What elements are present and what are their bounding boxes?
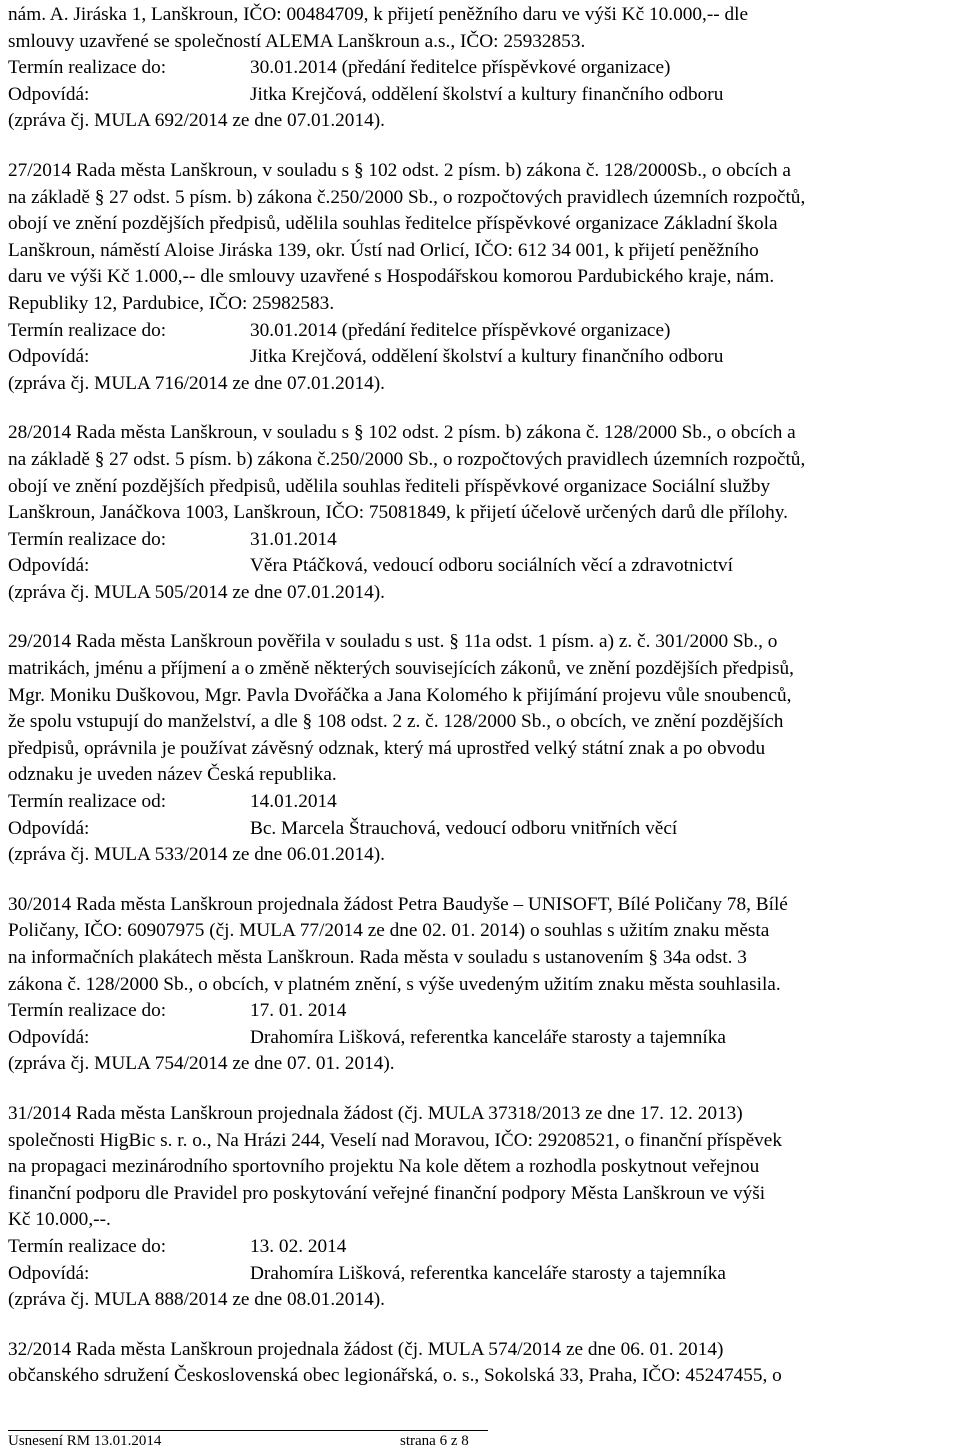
detail-line [8, 1261, 954, 1288]
text-line: na informačních plakátech města Lanškroun. Rada města v souladu s ustanovením § 34a odst. 3 [8, 947, 747, 968]
detail-value: Jitka Krejčová, oddělení školství a kultury finančního odboru [250, 83, 724, 105]
detail-label: Odpovídá: [8, 817, 90, 839]
text-line: 29/2014 Rada města Lanškroun pověřila v souladu s ust. § 11a odst. 1 písm. a) z. č. 301/2000 Sb., o [8, 631, 778, 653]
text-line: 27/2014 Rada města Lanškroun, v souladu s § 102 odst. 2 písm. b) zákona č. 128/2000Sb., o obcích a [8, 159, 791, 181]
text-line: obojí ve znění pozdějších předpisů, udělila souhlas řediteli příspěvkové organizace Sociální služby [8, 475, 771, 497]
text-line: obojí ve znění pozdějších předpisů, udělila souhlas ředitelce příspěvkové organizace Základní škola [8, 213, 778, 235]
text-line: daru ve výši Kč 1.000,-- dle smlouvy uzavřené s Hospodářskou komorou Pardubického kraje, nám. [8, 266, 775, 288]
detail-line [8, 318, 954, 345]
detail-line [8, 344, 954, 371]
detail-line [8, 998, 954, 1025]
text-line: nám. A. Jiráska 1, Lanškroun, IČO: 00484709, k přijetí peněžního daru ve výši Kč 10.000,-- dle [8, 4, 749, 25]
detail-label: Termín realizace do: [8, 1235, 167, 1257]
text-line: (zpráva čj. MULA 888/2014 ze dne 08.01.2014). [8, 1289, 385, 1311]
text-line: (zpráva čj. MULA 505/2014 ze dne 07.01.2014). [8, 581, 385, 603]
detail-line [8, 1234, 954, 1261]
page-footer [8, 1430, 488, 1451]
text-line: zákona č. 128/2000 Sb., o obcích, v platném znění, s výše uvedeným užitím znaku města souhlasila. [8, 973, 781, 995]
paragraph-gap [8, 135, 954, 158]
text-line: (zpráva čj. MULA 692/2014 ze dne 07.01.2014). [8, 110, 385, 132]
detail-value: Jitka Krejčová, oddělení školství a kultury finančního odboru [250, 346, 724, 368]
detail-value: 31.01.2014 [250, 528, 337, 550]
detail-line [8, 82, 954, 109]
text-line: smlouvy uzavřené se společností ALEMA Lanškroun a.s., IČO: 25932853. [8, 30, 586, 52]
text-line: Lanškroun, náměstí Aloise Jiráska 139, okr. Ústí nad Orlicí, IČO: 612 34 001, k přijetí peněžního [8, 239, 759, 261]
text-line: předpisů, oprávnila je používat závěsný odznak, který má uprostřed velký státní znak a po obvodu [8, 737, 766, 759]
paragraph-gap [8, 1078, 954, 1101]
text-line: (zpráva čj. MULA 533/2014 ze dne 06.01.2014). [8, 844, 385, 866]
detail-value: 13. 02. 2014 [250, 1235, 347, 1257]
detail-line [8, 553, 954, 580]
detail-label: Odpovídá: [8, 1026, 90, 1048]
detail-value: Věra Ptáčková, vedoucí odboru sociálních věcí a zdravotnictví [250, 555, 733, 577]
detail-value: 30.01.2014 (předání ředitelce příspěvkové organizace) [250, 57, 671, 79]
text-line: Lanškroun, Janáčkova 1003, Lanškroun, IČO: 75081849, k přijetí účelově určených darů dle přílohy. [8, 502, 788, 524]
text-line: že spolu vstupují do manželství, a dle § 108 odst. 2 z. č. 128/2000 Sb., o obcích, ve znění pozdějších [8, 711, 784, 733]
paragraph-gap [8, 397, 954, 420]
text-line: Republiky 12, Pardubice, IČO: 25982583. [8, 292, 335, 314]
text-line: Mgr. Moniku Duškovou, Mgr. Pavla Dvořáčka a Jana Kolomého k přijímání projevu vůle snoubenců, [8, 684, 792, 706]
text-line: odznaku je uveden název Česká republika. [8, 764, 337, 786]
detail-label: Odpovídá: [8, 83, 90, 105]
paragraph-gap [8, 606, 954, 629]
text-line: 30/2014 Rada města Lanškroun projednala žádost Petra Baudyše – UNISOFT, Bílé Poličany 78, Bílé [8, 893, 788, 915]
detail-line [8, 55, 954, 82]
detail-label: Odpovídá: [8, 1262, 90, 1284]
detail-value: Bc. Marcela Štrauchová, vedoucí odboru vnitřních věcí [250, 817, 678, 839]
text-line: občanského sdružení Československá obec legionářská, o. s., Sokolská 33, Praha, IČO: 45247455, o [8, 1365, 782, 1387]
detail-value: 14.01.2014 [250, 791, 337, 813]
paragraph-gap [8, 869, 954, 892]
detail-line [8, 789, 954, 816]
detail-value: Drahomíra Lišková, referentka kanceláře starosty a tajemníka [250, 1026, 726, 1048]
detail-label: Termín realizace od: [8, 791, 167, 813]
detail-label: Termín realizace do: [8, 319, 167, 341]
detail-line [8, 527, 954, 554]
text-line: na propagaci mezinárodního sportovního projektu Na kole dětem a rozhodla poskytnout veřejnou [8, 1156, 760, 1178]
detail-label: Odpovídá: [8, 346, 90, 368]
text-line: na základě § 27 odst. 5 písm. b) zákona č.250/2000 Sb., o rozpočtových pravidlech územních rozpočtů, [8, 186, 806, 208]
text-line: na základě § 27 odst. 5 písm. b) zákona č.250/2000 Sb., o rozpočtových pravidlech územních rozpočtů, [8, 448, 806, 470]
text-line: 31/2014 Rada města Lanškroun projednala žádost (čj. MULA 37318/2013 ze dne 17. 12. 2013) [8, 1102, 743, 1124]
paragraph-gap [8, 1314, 954, 1337]
detail-label: Odpovídá: [8, 555, 90, 577]
text-line: 28/2014 Rada města Lanškroun, v souladu s § 102 odst. 2 písm. b) zákona č. 128/2000 Sb., o obcích a [8, 422, 796, 444]
footer-page-number: strana 6 z 8 [400, 1433, 469, 1449]
footer-resolution-date: Usnesení RM 13.01.2014 [8, 1433, 162, 1449]
document-body [8, 2, 954, 1390]
detail-label: Termín realizace do: [8, 1000, 167, 1022]
text-line: společnosti HigBic s. r. o., Na Hrázi 244, Veselí nad Moravou, IČO: 29208521, o finanční příspěvek [8, 1129, 782, 1151]
text-line: matrikách, jménu a příjmení a o změně některých souvisejících zákonů, ve znění pozdějších předpisů, [8, 658, 794, 680]
detail-value: Drahomíra Lišková, referentka kanceláře starosty a tajemníka [250, 1262, 726, 1284]
detail-line [8, 1025, 954, 1052]
detail-label: Termín realizace do: [8, 528, 167, 550]
detail-line [8, 816, 954, 843]
text-line: Kč 10.000,--. [8, 1209, 111, 1231]
detail-value: 30.01.2014 (předání ředitelce příspěvkové organizace) [250, 319, 671, 341]
detail-label: Termín realizace do: [8, 57, 167, 79]
text-line: (zpráva čj. MULA 754/2014 ze dne 07. 01. 2014). [8, 1053, 395, 1075]
detail-value: 17. 01. 2014 [250, 1000, 347, 1022]
text-line: Poličany, IČO: 60907975 (čj. MULA 77/2014 ze dne 02. 01. 2014) o souhlas s užitím znaku města [8, 920, 770, 942]
text-line: finanční podporu dle Pravidel pro poskytování veřejné finanční podpory Města Lanškroun ve výši [8, 1182, 766, 1204]
text-line: 32/2014 Rada města Lanškroun projednala žádost (čj. MULA 574/2014 ze dne 06. 01. 2014) [8, 1338, 724, 1360]
text-line: (zpráva čj. MULA 716/2014 ze dne 07.01.2014). [8, 372, 385, 394]
